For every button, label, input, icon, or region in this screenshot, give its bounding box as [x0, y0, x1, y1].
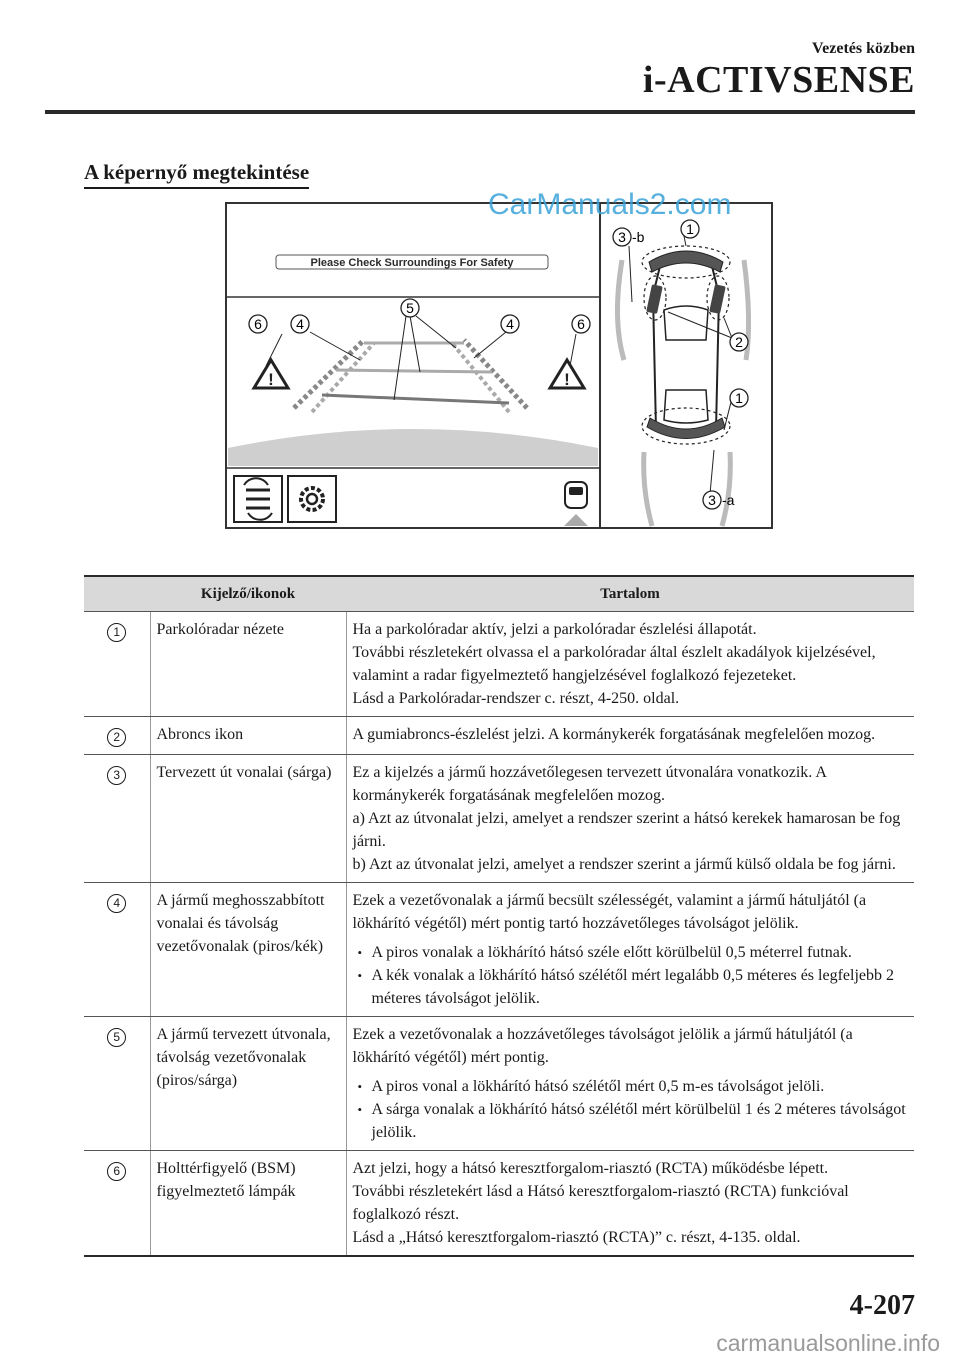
- svg-text:6: 6: [577, 316, 585, 332]
- table-row: [84, 883, 914, 1017]
- callout-1-bottom: [730, 389, 748, 407]
- bullet-item: • A kék vonalak a lökhárító hátsó szélétől mért legalább 0,5 méteres és legfeljebb 2 méteres távolságot jelölik.: [353, 964, 909, 1010]
- svg-text:3: 3: [708, 492, 716, 508]
- description-paragraph: Ezek a vezetővonalak a jármű becsült szélességét, valamint a jármű hátuljától (a lökhárító végétől) mért pontig tartó hozzávetőleges távolságot jelölik.: [352, 892, 867, 932]
- display-name: Parkolóradar nézete: [150, 612, 346, 717]
- svg-text:4: 4: [506, 316, 514, 332]
- description: [346, 717, 914, 755]
- description-paragraph: Ez a kijelzés a jármű hozzávetőlegesen tervezett útvonalára vonatkozik. A kormánykerék forgatásának megfelelően mozog.: [352, 764, 827, 804]
- callout-3b: [613, 228, 645, 246]
- svg-text:1: 1: [686, 221, 694, 237]
- svg-text:-b: -b: [632, 229, 645, 245]
- table-row: [84, 717, 914, 755]
- description-paragraph: További részletekért olvassa el a parkolóradar által észlelt akadályok kijelzésével, valamint a radar figyelmeztető hangjelzésével foglalkozó fejezeteket.: [352, 644, 876, 684]
- description-paragraph: Lásd a „Hátsó keresztforgalom-riasztó (RCTA)” c. részt, 4-135. oldal.: [352, 1229, 801, 1246]
- running-header-section: Vezetés közben: [812, 40, 915, 57]
- header-display-icons: Kijelző/ikonok: [150, 576, 346, 612]
- description-paragraph: A gumiabroncs-észlelést jelzi. A kormánykerék forgatásának megfelelően mozog.: [352, 726, 876, 743]
- row-number: [84, 1151, 150, 1257]
- header-content: Tartalom: [346, 576, 914, 612]
- bullet-item: • A sárga vonalak a lökhárító hátsó szélétől mért körülbelül 1 és 2 méteres távolságot jelölik.: [353, 1098, 909, 1144]
- bullet-item: • A piros vonal a lökhárító hátsó szélétől mért 0,5 m-es távolságot jelöli.: [353, 1075, 909, 1098]
- description: [346, 755, 914, 883]
- description-paragraph: Ha a parkolóradar aktív, jelzi a parkolóradar észlelési állapotát.: [352, 621, 757, 638]
- svg-text:!: !: [268, 370, 274, 389]
- callout-4-right: [501, 315, 519, 333]
- number-badge: 2: [107, 728, 126, 747]
- description-paragraph: a) Azt az útvonalat jelzi, amelyet a rendszer szerint a hátsó kerekek hamarosan be fog járni.: [352, 810, 901, 850]
- safety-banner: [276, 255, 548, 269]
- table-header-row: [84, 576, 914, 612]
- table-row: [84, 612, 914, 717]
- display-name: Abroncs ikon: [150, 717, 346, 755]
- screen-illustration: [224, 200, 774, 530]
- footer-watermark: carmanualsonline.info: [716, 1330, 940, 1356]
- svg-text:1: 1: [735, 390, 743, 406]
- number-badge: 1: [107, 623, 126, 642]
- number-badge: 4: [107, 894, 126, 913]
- row-number: [84, 1017, 150, 1151]
- svg-text:4: 4: [296, 316, 304, 332]
- description-paragraph: További részletekért lásd a Hátsó keresztforgalom-riasztó (RCTA) funkcióval foglalkozó részt.: [352, 1183, 849, 1223]
- safety-banner-text: Please Check Surroundings For Safety: [310, 257, 514, 269]
- description: [346, 612, 914, 717]
- description: [346, 883, 914, 1017]
- running-header-chapter: i-ACTIVSENSE: [642, 59, 915, 101]
- table-row: [84, 1151, 914, 1257]
- bullet-item: • A piros vonalak a lökhárító hátsó széle előtt körülbelül 0,5 méterrel futnak.: [353, 941, 909, 964]
- display-name: Holttérfigyelő (BSM) figyelmeztető lámpák: [150, 1151, 346, 1257]
- table-row: [84, 1017, 914, 1151]
- description-paragraph: Lásd a Parkolóradar-rendszer c. részt, 4-250. oldal.: [352, 690, 680, 707]
- number-badge: 6: [107, 1162, 126, 1181]
- row-number: [84, 612, 150, 717]
- row-number: [84, 883, 150, 1017]
- display-name: A jármű tervezett útvonala, távolság vezetővonalak (piros/sárga): [150, 1017, 346, 1151]
- display-icons-table: [84, 575, 914, 1257]
- description: [346, 1017, 914, 1151]
- display-name: A jármű meghosszabbított vonalai és távolság vezetővonalak (piros/kék): [150, 883, 346, 1017]
- row-number: [84, 755, 150, 883]
- row-number: [84, 717, 150, 755]
- header-num: [84, 576, 150, 612]
- callout-6-right: [572, 315, 590, 333]
- watermark-text: CarManuals2.com: [488, 188, 732, 221]
- svg-text:-a: -a: [722, 492, 735, 508]
- bullet-list: [353, 1075, 909, 1144]
- header-rule: [45, 110, 915, 114]
- callout-6-left: [249, 315, 267, 333]
- number-badge: 3: [107, 766, 126, 785]
- page-number: 4-207: [849, 1290, 915, 1321]
- number-badge: 5: [107, 1028, 126, 1047]
- svg-text:!: !: [564, 370, 570, 389]
- svg-text:5: 5: [406, 300, 414, 316]
- description: [346, 1151, 914, 1257]
- table-row: [84, 755, 914, 883]
- camera-switch-icon: [234, 476, 282, 522]
- display-name: Tervezett út vonalai (sárga): [150, 755, 346, 883]
- callout-3a: [703, 491, 735, 509]
- bullet-list: [353, 941, 909, 1010]
- gear-icon: [288, 476, 336, 522]
- callout-5: [401, 299, 419, 317]
- callout-4-left: [291, 315, 309, 333]
- description-paragraph: b) Azt az útvonalat jelzi, amelyet a rendszer szerint a jármű külső oldala be fog járni.: [352, 856, 896, 873]
- svg-text:3: 3: [618, 229, 626, 245]
- svg-text:2: 2: [735, 334, 743, 350]
- callout-1-top: [681, 220, 699, 238]
- description-paragraph: Azt jelzi, hogy a hátsó keresztforgalom-riasztó (RCTA) működésbe lépett.: [352, 1160, 829, 1177]
- svg-text:6: 6: [254, 316, 262, 332]
- callout-2: [730, 333, 748, 351]
- description-paragraph: Ezek a vezetővonalak a hozzávetőleges távolságot jelölik a jármű hátuljától (a lökhárító végétől) mért pontig.: [352, 1026, 853, 1066]
- section-title: A képernyő megtekintése: [84, 160, 309, 189]
